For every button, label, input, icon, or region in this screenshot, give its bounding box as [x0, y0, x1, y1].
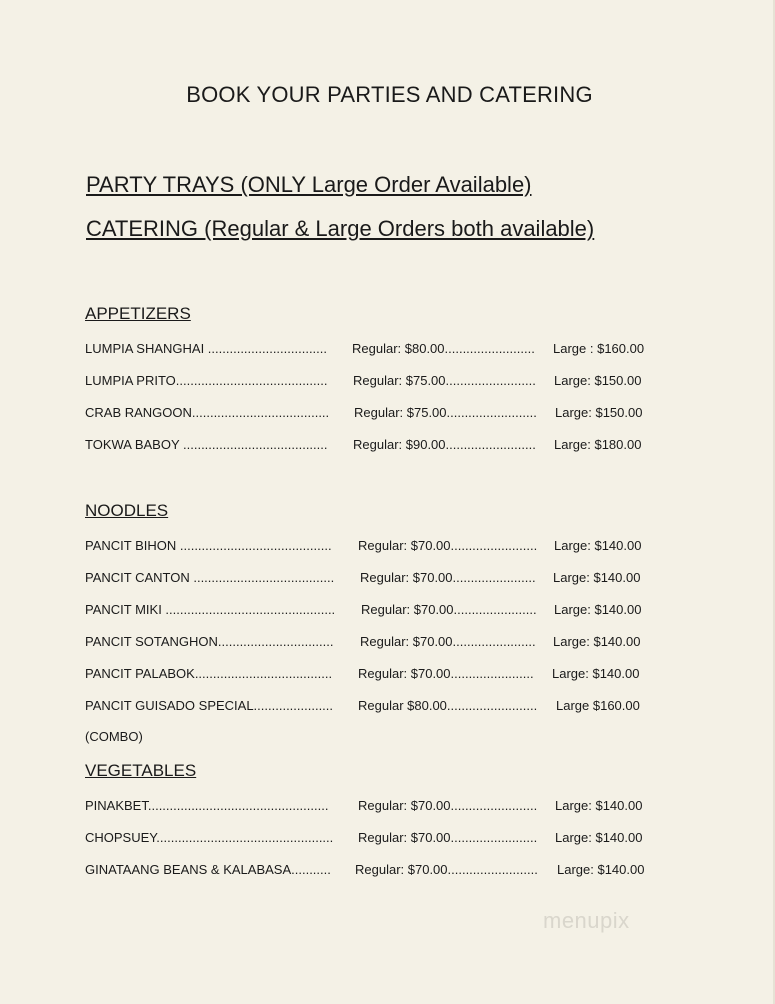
- item-regular-price: Regular: $70.00.......................: [361, 602, 537, 617]
- catering-heading: CATERING (Regular & Large Orders both available): [86, 216, 595, 241]
- section-vegetables: VEGETABLES: [85, 761, 197, 780]
- item-name: CRAB RANGOON......................................: [85, 405, 330, 420]
- item-name: PANCIT PALABOK......................................: [85, 666, 333, 681]
- item-name: PANCIT BIHON ..........................................: [85, 538, 332, 553]
- section-appetizers: APPETIZERS: [85, 304, 191, 323]
- item-name: TOKWA BABOY ........................................: [85, 437, 328, 452]
- item-regular-price: Regular: $70.00.........................: [355, 862, 538, 877]
- item-regular-price: Regular: $70.00........................: [358, 798, 538, 813]
- item-large-price: Large: $140.00: [557, 862, 645, 877]
- page-title: BOOK YOUR PARTIES AND CATERING: [186, 82, 593, 107]
- combo-note: (COMBO): [85, 729, 143, 744]
- item-large-price: Large $160.00: [556, 698, 640, 713]
- item-regular-price: Regular: $75.00.........................: [353, 373, 536, 388]
- item-regular-price: Regular: $70.00.......................: [360, 634, 536, 649]
- item-name: CHOPSUEY.................................................: [85, 830, 334, 845]
- item-regular-price: Regular: $70.00.......................: [360, 570, 536, 585]
- item-large-price: Large: $150.00: [554, 373, 642, 388]
- item-large-price: Large: $140.00: [554, 538, 642, 553]
- item-regular-price: Regular: $75.00.........................: [354, 405, 537, 420]
- item-large-price: Large: $140.00: [552, 666, 640, 681]
- item-large-price: Large: $150.00: [555, 405, 643, 420]
- item-name: GINATAANG BEANS & KALABASA...........: [85, 862, 331, 877]
- item-regular-price: Regular: $90.00.........................: [353, 437, 536, 452]
- menupix-watermark: menupix: [543, 908, 630, 933]
- item-name: PANCIT SOTANGHON................................: [85, 634, 334, 649]
- item-large-price: Large: $140.00: [553, 570, 641, 585]
- item-regular-price: Regular: $80.00.........................: [352, 341, 535, 356]
- item-large-price: Large: $140.00: [553, 634, 641, 649]
- item-name: PANCIT CANTON .......................................: [85, 570, 335, 585]
- item-name: LUMPIA SHANGHAI .................................: [85, 341, 327, 356]
- party-trays-heading: PARTY TRAYS (ONLY Large Order Available): [86, 172, 532, 197]
- section-noodles: NOODLES: [85, 501, 169, 520]
- item-large-price: Large: $140.00: [555, 830, 643, 845]
- item-large-price: Large: $180.00: [554, 437, 642, 452]
- item-large-price: Large: $140.00: [554, 602, 642, 617]
- item-large-price: Large: $140.00: [555, 798, 643, 813]
- item-name: PANCIT MIKI ...............................................: [85, 602, 336, 617]
- item-regular-price: Regular: $70.00........................: [358, 830, 538, 845]
- item-regular-price: Regular: $70.00........................: [358, 538, 538, 553]
- item-regular-price: Regular $80.00.........................: [358, 698, 538, 713]
- item-regular-price: Regular: $70.00.......................: [358, 666, 534, 681]
- item-name: LUMPIA PRITO..........................................: [85, 373, 328, 388]
- item-large-price: Large : $160.00: [553, 341, 645, 356]
- item-name: PANCIT GUISADO SPECIAL......................: [85, 698, 334, 713]
- item-name: PINAKBET..................................................: [85, 798, 329, 813]
